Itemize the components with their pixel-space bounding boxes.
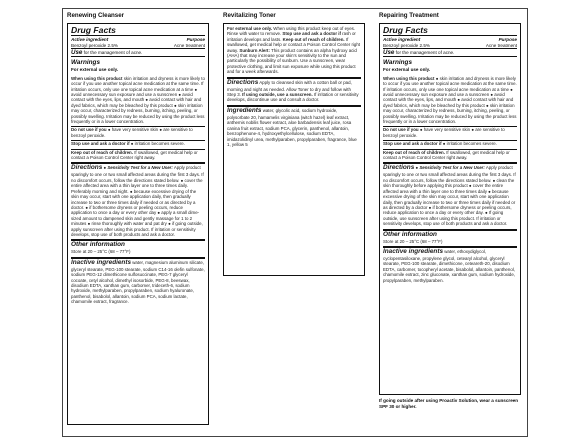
drug-facts-panel — [62, 8, 528, 437]
when-using-label: When using this product — [383, 75, 435, 81]
when-using-section — [383, 76, 517, 125]
when-using-text: ● skin irritation and dryness is more likely to occur if you use another topical acne medication at the same time. If irritation occurs, only use one topical acne medication at a time ● avoid unnecessary sun exposure and use a sunscreen ● avoid contact with the eyes, lips, and mouth ● avoid contact with hair and dyed fabrics, which may be bleached by this product ● skin irritation may occur, characterized by redness, burning, itching, peeling, or possibly swelling. Irritation may be reduced by using the product less frequently or in a lower concentration. — [383, 75, 517, 125]
drug-facts-heading: Drug Facts — [383, 24, 517, 36]
column-title: Repairing Treatment — [379, 12, 439, 19]
keep-out-section — [383, 150, 517, 161]
keep-out-label: Keep out of reach of children. — [282, 36, 345, 42]
drug-facts-box — [379, 23, 521, 395]
directions-heading: Directions — [227, 78, 259, 86]
use-text: for the management of acne. — [83, 50, 143, 56]
inactive-text: water, ethoxydiglycol, cyclopentasiloxane, propylene glycol, cetearyl alcohol, glyceryl stearate, PEG-100 stearate, dimethicone, ceteareth-20, disodium EDTA, carbomer, tocopheryl acetate, bisabolol, allantoin, panthenol, chamomile extract, zinc gluconate, xanthan gum, sodium hydroxide, propylparaben, methylparaben. — [383, 248, 516, 283]
directions-heading: Directions — [383, 164, 415, 172]
directions-lead: ● Sensitivity Test for a New User: — [415, 165, 485, 171]
active-ingredient-label: Active ingredient — [383, 37, 421, 42]
do-not-use-text: ● have very sensitive skin ● are sensitive to benzoyl peroxide. — [71, 127, 193, 138]
column-title: Revitalizing Toner — [223, 12, 276, 19]
keep-out-text: If swallowed, get medical help or contact a Poison Control Center right away. — [383, 149, 510, 161]
do-not-use-text: ● have very sensitive skin ● are sensitive to benzoyl peroxide. — [383, 127, 505, 138]
sunburn-label: Sunburn Alert: — [239, 47, 270, 53]
keep-out-label: Keep out of reach of children. — [71, 149, 133, 155]
directions-text: Apply product sparingly to one or two small affected areas during the first 3 days. If no discomfort occurs, follow the directions stated below. ● clean the skin thoroughly before applying this product ● cover the entire affected area with a thin layer one to three times daily ● because excessive drying of the skin may occur, start with one application daily, then gradually increase to two or three times daily if needed or as directed by a doctor ● if bothersome dryness or peeling occurs, reduce application to once a day or every other day. ● If going outside, use sunscreen after using this product. If irritation or sensitivity develops, stop use of both products and ask a doctor. — [383, 165, 516, 227]
purpose: Acne treatment — [485, 42, 517, 48]
active-ingredient-row — [71, 43, 205, 50]
inactive-text: water, magnesium aluminum silicate, glyceryl stearate, PEG-100 stearate, sodium C14-16 olefin sulfonate, sodium PEG-12 dimethicone sulfosuccinate, PEG-7 glyceryl cocoate, cetyl alcohol, dimethyl isosorbide, PEG-8, beeswax, disodium EDTA, xanthan gum, carbomer, trideceth-6, sodium hydroxide, methylparaben, propylparaben, sodium hyaluronate, panthenol, bisabolol, allantoin, sodium PCA, sodium lactate, chamomile extract, fragrance. — [71, 259, 205, 305]
directions-text: Apply product sparingly to one or two small affected areas during the first 3 days. If no discomfort occurs, follow the directions stated below. ● cover the entire affected area with a thin layer one to three times daily. Preferably morning and night. ● because excessive drying of the skin may occur, start with one application daily, then gradually increase to two or three times daily if needed or as directed by a doctor. ● if bothersome dryness or peeling occurs, reduce application to once a day or every other day ● apply a small dime-sized amount to dampened skin and gently massage for 1 to 2 minutes ● rinse thoroughly with water and pat dry ● if going outside, apply sunscreen after using this product. If irritation or sensitivity develops, stop use of both products and ask a doctor. — [71, 165, 204, 237]
column-revitalizing-toner — [223, 12, 365, 276]
stop-use-label: Stop use and ask a doctor if — [282, 31, 341, 37]
active-ingredient-label: Active ingredient — [71, 37, 109, 42]
directions-lead: ● Sensitivity Test for a New User: — [103, 165, 173, 171]
do-not-use-section — [71, 127, 205, 138]
directions-section — [383, 164, 517, 226]
other-info-heading: Other information — [383, 230, 437, 238]
keep-out-section — [71, 150, 205, 161]
do-not-use-label: Do not use if you — [71, 127, 107, 133]
other-info-text: Store at 20 – 25°C (68 – 77°F) — [383, 238, 443, 244]
active-ingredient: Benzoyl peroxide 2.5% — [71, 42, 118, 48]
keep-out-text: If swallowed, get medical help or contact a Poison Control Center right away. — [227, 36, 361, 53]
inactive-heading: Inactive ingredients — [383, 247, 444, 255]
keep-out-label: Keep out of reach of children. — [383, 149, 445, 155]
use-section — [71, 49, 205, 57]
column-repairing-treatment — [379, 12, 521, 409]
ingredients-heading: Ingredients — [227, 106, 262, 114]
directions-text: Apply to cleansed skin with a cotton ball or pad, morning and night as needed. Allow Toner to dry and follow with Step 3. — [227, 79, 352, 98]
active-ingredient: Benzoyl peroxide 2.5% — [383, 42, 430, 48]
ingredients-section — [227, 107, 361, 147]
other-info-text: Store at 20 – 25°C (68 – 77°F) — [71, 249, 131, 255]
directions-section — [227, 79, 361, 103]
do-not-use-section — [383, 127, 517, 138]
directions-section — [71, 164, 205, 237]
when-using-text: skin irritation and dryness is more likely to occur if you use another topical acne medication at the same time. If irritation occurs, only use one topical acne medication at a time ● avoid unnecessary sun exposure and use a sunscreen ● avoid contact with the eyes, lips, and mouth ● avoid contact with hair and dyed fabrics, which may be bleached by this product ● skin irritation may occur, characterized by redness, burning, itching, peeling, or possibly swelling. Irritation may be reduced by using the product less frequently or in a lower concentration. — [71, 75, 205, 125]
sunburn-text: This product contains an alpha hydroxy acid (AHA) that may increase your skin's sensitivity to the sun and particularly the possibility of sunburn. Use a sunscreen, wear protective clothing, and limit sun exposure while using this product and for a week afterwards. — [227, 47, 357, 75]
directions-heading: Directions — [71, 164, 103, 172]
use-text: for the management of acne. — [395, 50, 455, 56]
external-use: For external use only. — [71, 67, 119, 73]
warnings-heading: Warnings — [383, 59, 412, 67]
stop-use-section — [71, 141, 205, 146]
when-using-label: When using this product — [71, 75, 123, 81]
other-info-heading: Other information — [71, 241, 125, 249]
directions-tail: If irritation or sensitivity develops, discontinue use and consult a doctor. — [227, 92, 359, 103]
inactive-section — [71, 259, 205, 305]
keep-out-text: If swallowed, get medical help or contact a Poison Control Center right away. — [71, 149, 198, 161]
use-section — [383, 49, 517, 57]
warnings-text: When using this product keep out of eyes. Rinse with water to remove. — [227, 26, 356, 37]
stop-use-text: ● irritation becomes severe. — [442, 141, 497, 147]
active-ingredient-row — [383, 43, 517, 50]
sunscreen-note: If going outside after using Proactiv Solution, wear a sunscreen SPF 30 or higher. — [379, 398, 519, 409]
stop-use-label: Stop use and ask a doctor if — [383, 141, 442, 147]
use-label: Use — [383, 49, 395, 57]
warnings-lead: For external use only. — [227, 26, 273, 31]
directions-bold: If using outside, use a sunscreen. — [242, 92, 313, 98]
stop-use-text: rash or irritation develops and lasts. — [227, 31, 356, 42]
column-title: Renewing Cleanser — [67, 12, 125, 19]
inactive-heading: Inactive ingredients — [71, 258, 132, 266]
column-renewing-cleanser — [67, 12, 209, 425]
stop-use-label: Stop use and ask a doctor if — [71, 141, 130, 147]
do-not-use-label: Do not use if you — [383, 127, 419, 133]
stop-use-text: ● irritation becomes severe. — [130, 141, 185, 147]
warnings-heading: Warnings — [71, 59, 100, 67]
purpose-label: Purpose — [186, 37, 205, 42]
inactive-section — [383, 248, 517, 283]
stop-use-section — [383, 141, 517, 146]
warnings-section — [227, 26, 361, 75]
purpose: Acne treatment — [173, 42, 205, 48]
when-using-section — [71, 76, 205, 125]
use-label: Use — [71, 49, 83, 57]
drug-facts-heading: Drug Facts — [71, 24, 205, 36]
warnings-box — [223, 23, 365, 276]
purpose-label: Purpose — [498, 37, 517, 42]
external-use: For external use only. — [383, 67, 431, 73]
drug-facts-box — [67, 23, 209, 425]
ingredients-text: water, glycolic acid, sodium hydroxide, polysorbate 20, hamamelis virginiana (witch hazel) leaf extract, anthemis nobilis flower extract, aloe barbadensis leaf juice, rosa canina fruit extract, sodium PCA, glycerin, panthenol, allantoin, benzophenone-4, hydroxyethylcellulose, sodium EDTA, imidazolidinyl urea, methylparaben, propylparaben, fragrance, blue 1, yellow 5 — [227, 107, 357, 147]
